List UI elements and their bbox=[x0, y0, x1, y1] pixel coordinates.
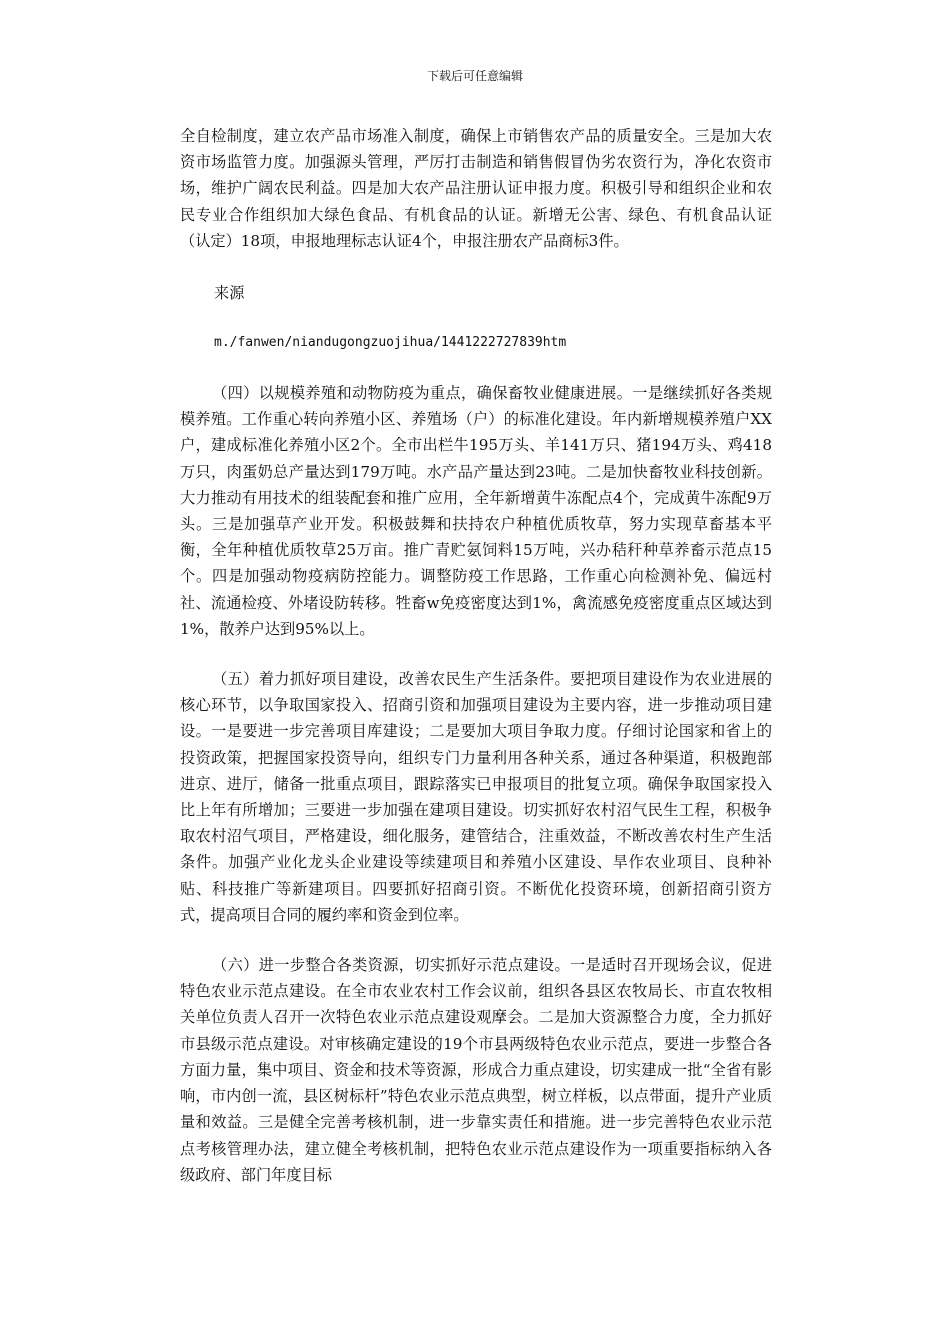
paragraph-livestock: （四）以规模养殖和动物防疫为重点，确保畜牧业健康进展。一是继续抓好各类规模养殖。工作重心转向养殖小区、养殖场（户）的标准化建设。年内新增规模养殖户XX户，建成标准化养殖小区2个。全市出栏牛195万头、羊141万只、猪194万头、鸡418万只，肉蛋奶总产量达到179万吨。水产品产量达到23吨。二是加快畜牧业科技创新。大力推动有用技术的组装配套和推广应用，全年新增黄牛冻配点4个，完成黄牛冻配9万头。三是加强草产业开发。积极鼓舞和扶持农户种植优质牧草，努力实现草畜基本平衡，全年种植优质牧草25万亩。推广青贮氨饲料15万吨，兴办秸秆种草养畜示范点15个。四是加强动物疫病防控能力。调整防疫工作思路，工作重心向检测补免、偏远村社、流通检疫、外堵设防转移。牲畜w免疫密度达到1%，禽流感免疫密度重点区域达到1%，散养户达到95%以上。 bbox=[180, 384, 772, 638]
paragraph-projects: （五）着力抓好项目建设，改善农民生产生活条件。要把项目建设作为农业进展的核心环节，以争取国家投入、招商引资和加强项目建设为主要内容，进一步推动项目建设。一是要进一步完善项目库建设；二是要加大项目争取力度。仔细讨论国家和省上的投资政策，把握国家投资导向，组织专门力量利用各种关系，通过各种渠道，积极跑部进京、进厅，储备一批重点项目，跟踪落实已申报项目的批复立项。确保争取国家投入比上年有所增加；三要进一步加强在建项目建设。切实抓好农村沼气民生工程，积极争取农村沼气项目，严格建设，细化服务，建管结合，注重效益，不断改善农村生产生活条件。加强产业化龙头企业建设等续建项目和养殖小区建设、旱作农业项目、良种补贴、科技推广等新建项目。四要抓好招商引资。不断优化投资环境，创新招商引资方式，提高项目合同的履约率和资金到位率。 bbox=[180, 670, 772, 924]
source-label: 来源 bbox=[214, 284, 245, 303]
intro-paragraph: 全自检制度，建立农产品市场准入制度，确保上市销售农产品的质量安全。三是加大农资市场监管力度。加强源头管理，严厉打击制造和销售假冒伪劣农资行为，净化农资市场，维护广阔农民利益。四是加大农产品注册认证申报力度。积极引导和组织企业和农民专业合作组织加大绿色食品、有机食品的认证。新增无公害、绿色、有机食品认证（认定）18项，申报地理标志认证4个，申报注册农产品商标3件。 bbox=[180, 127, 772, 250]
source-url: m./fanwen/niandugongzuojihua/1441222727839htm bbox=[214, 335, 567, 351]
paragraph-demonstration: （六）进一步整合各类资源，切实抓好示范点建设。一是适时召开现场会议，促进特色农业示范点建设。在全市农业农村工作会议前，组织各县区农牧局长、市直农牧相关单位负责人召开一次特色农业示范点建设观摩会。二是加大资源整合力度，全力抓好市县级示范点建设。对审核确定建设的19个市县两级特色农业示范点，要进一步整合各方面力量，集中项目、资金和技术等资源，形成合力重点建设，切实建成一批“全省有影响，市内创一流，县区树标杆”特色农业示范点典型，树立样板，以点带面，提升产业质量和效益。三是健全完善考核机制，进一步靠实责任和措施。进一步完善特色农业示范点考核管理办法，建立健全考核机制，把特色农业示范点建设作为一项重要指标纳入各级政府、部门年度目标 bbox=[180, 956, 772, 1184]
page-header: 下载后可任意编辑 bbox=[426, 69, 523, 83]
document-body bbox=[180, 123, 772, 1188]
